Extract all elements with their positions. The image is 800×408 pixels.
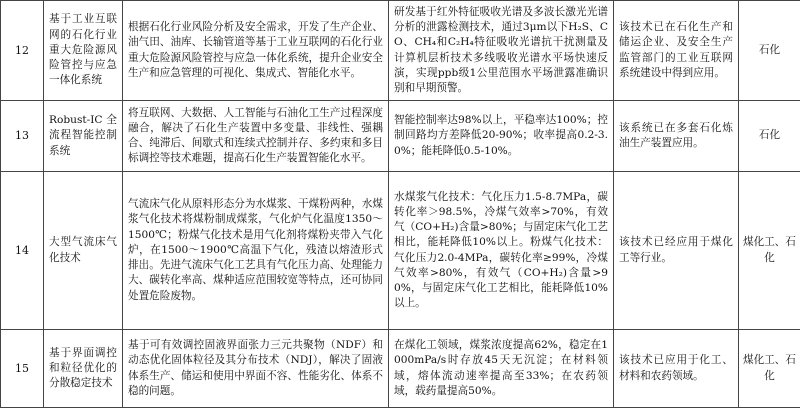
technology-name: Robust-IC 全流程智能控制系统 (44, 101, 123, 172)
application-status: 该技术已应用于化工、材料和农药领域。 (614, 330, 739, 408)
application-status: 该技术已在石化生产和储运企业、及安全生产监管部门的工业互联网系统建设中得到应用。 (614, 1, 739, 101)
applicable-industry: 石化 (739, 101, 800, 172)
technical-indicators: 研发基于红外特征吸收光谱及多波长激光光谱分析的泄露检测技术，通过3μm以下H₂S、CO、CH₄和C₂H₄特征吸收光谱抗干扰测量及计算机层析技术多线吸收光谱水平场快速反演，实现ppb级1公里范围水平场泄露准确识别和早期预警。 (389, 1, 614, 101)
technology-description: 气流床气化从原料形态分为水煤浆、干煤粉两种，水煤浆气化技术将煤粉制成煤浆，气化炉气化温度1350～1500℃；粉煤气化技术是用气化剂将煤粉夹带入气化炉，在1500～1900℃高温下气化，残渣以熔渣形式排出。先进气流床气化工艺具有气化压力高、处理能力大、碳转化率高、煤种适应范围较宽等特点，还可协同处置危险废物。 (123, 172, 389, 330)
applicable-industry: 石化 (739, 1, 800, 101)
row-number: 12 (1, 1, 44, 101)
technical-indicators: 智能控制率达98%以上，平稳率达100%；控制回路均方差降低20-90%；收率提高0.2-3.0%；能耗降低0.5-10%。 (389, 101, 614, 172)
table-row (1, 1, 800, 101)
technology-name: 基于工业互联网的石化行业重大危险源风险管控与应急一体化系统 (44, 1, 123, 101)
technical-indicators: 水煤浆气化技术：气化压力1.5-8.7MPa，碳转化率＞98.5%，冷煤气效率>70%，有效气（CO+H₂)含量>80%；与固定床气化工艺相比，能耗降低10%以上。粉煤气化技术：气化压力2.0-4MPa，碳转化率≥99%，冷煤气效率>80%，有效气（CO+H₂)含量>90%，与固定床气化工艺相比，能耗降低10%以上。 (389, 172, 614, 330)
application-status: 该系统已在多套石化炼油生产装置应用。 (614, 101, 739, 172)
technology-description: 基于可有效调控固液界面张力三元共聚物（NDF）和动态优化固体粒径及其分布技术（NDJ），解决了固液体系生产、储运和使用中界面不容、性能劣化、体系不稳的问题。 (123, 330, 389, 408)
applicable-industry: 煤化工、石化 (739, 330, 800, 408)
table-row (1, 172, 800, 330)
row-number: 14 (1, 172, 44, 330)
technology-name: 大型气流床气化技术 (44, 172, 123, 330)
applicable-industry: 煤化工、石化 (739, 172, 800, 330)
table-row (1, 101, 800, 172)
technology-name: 基于界面调控和粒径优化的分散稳定技术 (44, 330, 123, 408)
table-row (1, 330, 800, 408)
technology-description: 将互联网、大数据、人工智能与石油化工生产过程深度融合，解决了石化生产装置中多变量、非线性、强耦合、纯滞后、间歇式和连续式控制并存、多约束和多目标调控等技术难题，提高石化生产装置智能化水平。 (123, 101, 389, 172)
row-number: 15 (1, 330, 44, 408)
row-number: 13 (1, 101, 44, 172)
technical-indicators: 在煤化工领域，煤浆浓度提高62%，稳定在1000mPa/s时存放45天无沉淀；在材料领域，熔体流动速率提高至33%；在农药领域，载药量提高50%。 (389, 330, 614, 408)
application-status: 该技术已经应用于煤化工等行业。 (614, 172, 739, 330)
technology-description: 根据石化行业风险分析及安全需求，开发了生产企业、油气田、油库、长输管道等基于工业互联网的石化行业重大危险源风险管控与应急一体化系统，提升企业安全生产和应急管理的可视化、集成式、智能化水平。 (123, 1, 389, 101)
